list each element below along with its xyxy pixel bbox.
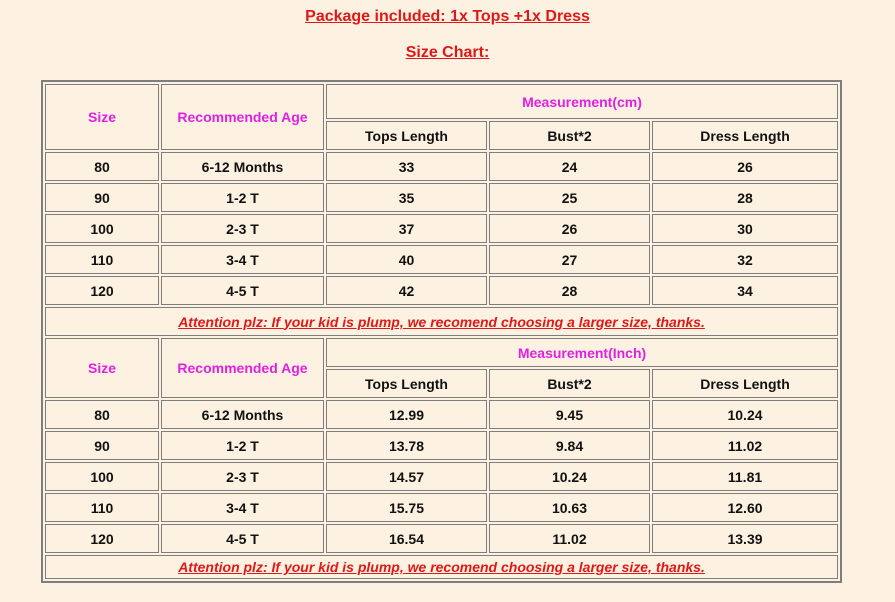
cell-size: 120 — [45, 524, 159, 553]
cell-dress: 30 — [652, 214, 838, 243]
cell-bust: 10.24 — [489, 462, 650, 491]
cell-bust: 25 — [489, 183, 650, 212]
cell-tops: 13.78 — [326, 431, 487, 460]
header-recommended-age-cm: Recommended Age — [161, 84, 324, 150]
cell-dress: 12.60 — [652, 493, 838, 522]
header-tops-length-inch: Tops Length — [326, 369, 487, 398]
cell-dress: 11.02 — [652, 431, 838, 460]
cell-bust: 26 — [489, 214, 650, 243]
cell-bust: 9.84 — [489, 431, 650, 460]
header-dress-length-cm: Dress Length — [652, 121, 838, 150]
cell-size: 90 — [45, 183, 159, 212]
cell-age: 2-3 T — [161, 214, 324, 243]
cell-size: 90 — [45, 431, 159, 460]
table-row — [45, 214, 838, 243]
cell-size: 110 — [45, 493, 159, 522]
header-bust-inch: Bust*2 — [489, 369, 650, 398]
cell-age: 3-4 T — [161, 493, 324, 522]
cell-age: 3-4 T — [161, 245, 324, 274]
table-row — [45, 431, 838, 460]
header-bust-cm: Bust*2 — [489, 121, 650, 150]
cell-size: 120 — [45, 276, 159, 305]
header-recommended-age-inch: Recommended Age — [161, 338, 324, 398]
table-row — [45, 276, 838, 305]
table-row — [45, 245, 838, 274]
header-dress-length-inch: Dress Length — [652, 369, 838, 398]
cell-size: 110 — [45, 245, 159, 274]
header-measurement-cm: Measurement(cm) — [326, 84, 838, 119]
cell-tops: 33 — [326, 152, 487, 181]
cell-age: 2-3 T — [161, 462, 324, 491]
cell-tops: 35 — [326, 183, 487, 212]
cell-tops: 16.54 — [326, 524, 487, 553]
cell-bust: 9.45 — [489, 400, 650, 429]
cell-tops: 12.99 — [326, 400, 487, 429]
cell-age: 1-2 T — [161, 183, 324, 212]
package-included-title: Package included: 1x Tops +1x Dress — [305, 8, 590, 25]
cell-age: 4-5 T — [161, 276, 324, 305]
cell-tops: 42 — [326, 276, 487, 305]
cell-age: 4-5 T — [161, 524, 324, 553]
cell-tops: 14.57 — [326, 462, 487, 491]
attention-note-inch: Attention plz: If your kid is plump, we recomend choosing a larger size, thanks. — [45, 555, 838, 579]
cell-bust: 10.63 — [489, 493, 650, 522]
cell-dress: 11.81 — [652, 462, 838, 491]
cell-bust: 24 — [489, 152, 650, 181]
cell-dress: 34 — [652, 276, 838, 305]
header-size-inch: Size — [45, 338, 159, 398]
table-row — [45, 183, 838, 212]
table-row — [45, 152, 838, 181]
cell-size: 80 — [45, 152, 159, 181]
attention-note-cm: Attention plz: If your kid is plump, we recomend choosing a larger size, thanks. — [45, 307, 838, 336]
cell-dress: 13.39 — [652, 524, 838, 553]
cell-age: 1-2 T — [161, 431, 324, 460]
header-tops-length-cm: Tops Length — [326, 121, 487, 150]
table-row — [45, 400, 838, 429]
cell-tops: 15.75 — [326, 493, 487, 522]
cell-age: 6-12 Months — [161, 400, 324, 429]
cell-bust: 28 — [489, 276, 650, 305]
cell-tops: 40 — [326, 245, 487, 274]
cell-tops: 37 — [326, 214, 487, 243]
cell-size: 100 — [45, 462, 159, 491]
table-row — [45, 493, 838, 522]
cell-age: 6-12 Months — [161, 152, 324, 181]
cell-size: 80 — [45, 400, 159, 429]
cell-dress: 26 — [652, 152, 838, 181]
cell-size: 100 — [45, 214, 159, 243]
cell-dress: 32 — [652, 245, 838, 274]
table-row — [45, 462, 838, 491]
size-chart-title: Size Chart: — [405, 44, 490, 61]
cell-bust: 27 — [489, 245, 650, 274]
table-row — [45, 524, 838, 553]
cell-dress: 10.24 — [652, 400, 838, 429]
cell-dress: 28 — [652, 183, 838, 212]
header-size-cm: Size — [45, 84, 159, 150]
cell-bust: 11.02 — [489, 524, 650, 553]
header-measurement-inch: Measurement(Inch) — [326, 338, 838, 367]
size-chart-table — [41, 80, 842, 583]
